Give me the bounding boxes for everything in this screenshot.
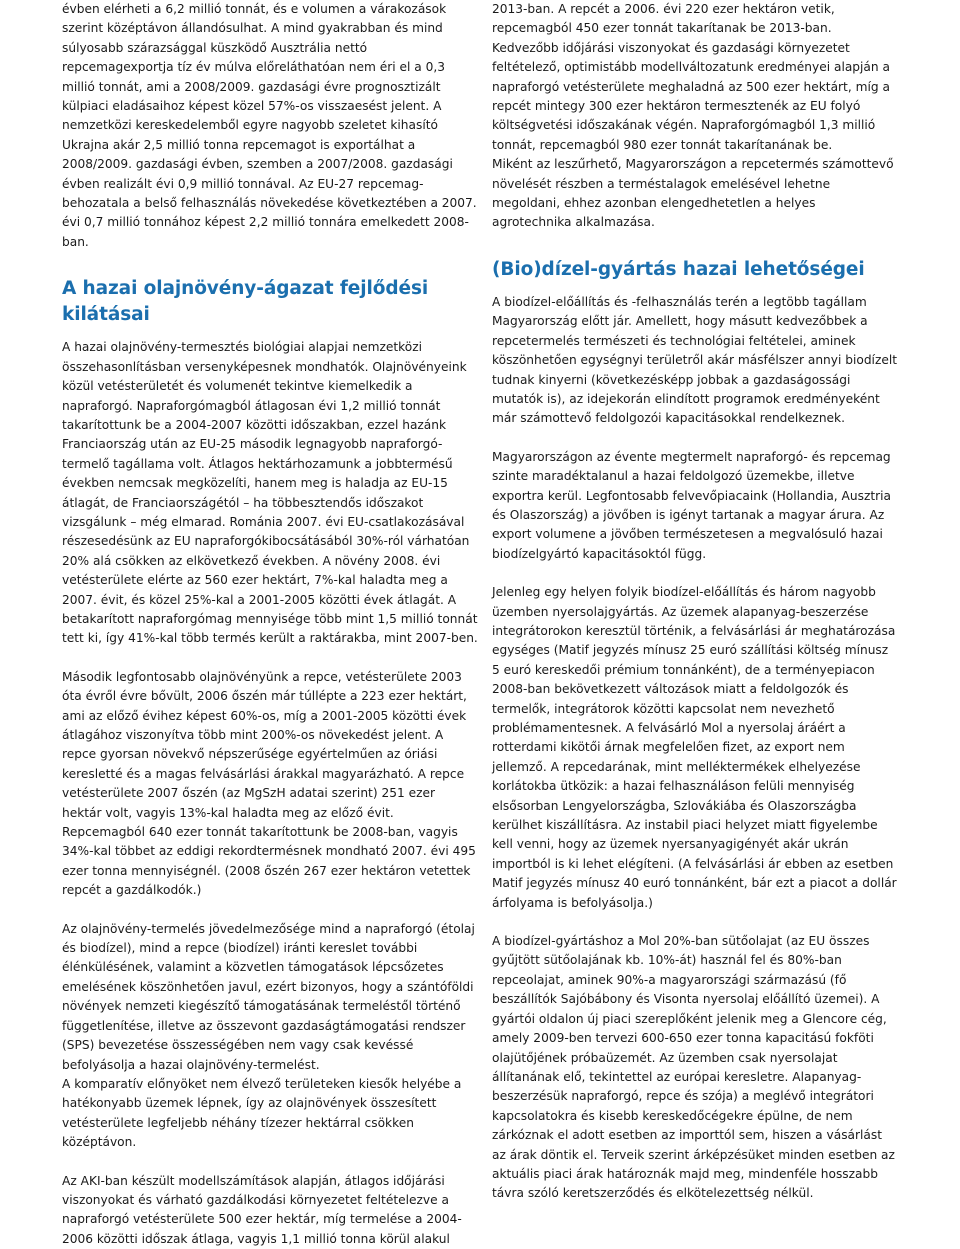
heading-biodizel-lehetosegei: (Bio)dízel-gyártás hazai lehetőségei (492, 258, 865, 280)
left-paragraph-4: A komparatív előnyöket nem élvező területeken kiesők helyébe a hatékonyabb üzemek lépnek, így az olajnövények összesített vetésterülete legfeljebb néhány tízezer hektárral csökken középtávon. (62, 1076, 462, 1150)
left-intro-paragraph: évben elérheti a 6,2 millió tonnát, és e volumen a várakozások szerint középtávon állandósulhat. A mind gyakrabban és mind súlyosabb szárazsággal küszködő Ausztrália nettó repcemagexportja tíz év múlva előreláthatóan nem éri el a 0,3 millió tonnát, ami a 2008/2009. gazdasági évre prognosztizált külpiaci eladásaihoz képest közel 57%-os visszaesést jelent. A nemzetközi kereskedelemből egyre nagyobb szeletet kihasító Ukrajna akár 2,5 millió tonna repcemagot is exportálhat a 2008/2009. gazdasági évben, szemben a 2007/2008. gazdasági évben realizált évi 0,9 millió tonnával. Az EU-27 repcemag-behozatala a belső felhasználás növekedése következtében a 2007. évi 0,7 millió tonnához képest 2,2 millió tonnára emelkedett 2008-ban. (62, 2, 477, 249)
right-paragraph-3: Jelenleg egy helyen folyik biodízel-előállítás és három nagyobb üzemben nyersolajgyártás. Az üzemek alapanyag-beszerzése integrátorokon keresztül történik, a felvásárlási ár meghatározása egységes (Matif jegyzés mínusz 25 euró szállítási költség mínusz 5 euró kereskedői prémium tonnánként), de a terményepiacon 2008-ban bekövetkezett változások miatt a feldolgozók és termelők, integrátorok közötti kapcsolat nem nevezhető problémamentesnek. A felvásárló Mol a nyersolaj áráért a rotterdami kikötői árnak megfelelően fizet, az export nem jellemző. A repcedarának, mint melléktermékek elhelyezése korlátokba ütközik: a hazai felhasználáson felüli mennyiség elsősorban Lengyelországba, Szlovákiába és Olaszországba kerülhet kiszállításra. Az instabil piaci helyzet miatt figyelembe kell venni, hogy az üzemek nyersanyagigényét akár ukrán importból is ki lehet elégíteni. (A felvásárlási ár ebben az esetben Matif jegyzés mínusz 40 euró tonnánként, bár ezt a piacot a dollár árfolyama is befolyásolja.) (492, 585, 897, 910)
right-intro-paragraph: 2013-ban. A repcét a 2006. évi 220 ezer hektáron vetik, repcemagból 450 ezer tonnát takarítanak be 2013-ban. Kedvezőbb időjárási viszonyokat és gazdasági környezetet feltételező, optimistább modellváltozatunk eredményei alapján a napraforgó vetésterülete meghaladná az 500 ezer hektárt, míg a repcét mintegy 300 ezer hektáron termesztenék az EU folyó költségvetési időszakának végén. Napraforgómagból 1,3 millió tonnát, repcemagból 980 ezer tonnát takarítanának be. (492, 2, 890, 152)
left-paragraph-3: Az olajnövény-termelés jövedelmezősége mind a napraforgó (étolaj és biodízel), mind a repce (biodízel) iránti kereslet további élénkülésének, valamint a közvetlen támogatások lépcsőzetes emelésének köszönhetően javul, ezért bizonyos, hogy a szántóföldi növények nemzeti kiegészítő támogatásának termeléstől történő függetlenítése, illetve az összevont gazdaságtámogatási rendszer (SPS) bevezetése összességében nem vagy csak kevéssé befolyásolja a hazai olajnövény-termelést. (62, 921, 475, 1072)
left-paragraph-5: Az AKI-ban készült modellszámítások alapján, átlagos időjárási viszonyokat és várható gazdálkodási környezetet feltételezve a napraforgó vetésterülete 500 ezer hektár, míg termelése a 2004-2006 közötti időszak átlaga, vagyis 1,1 millió tonna körül alakul (62, 1173, 462, 1246)
right-paragraph-4: A biodízel-gyártáshoz a Mol 20%-ban sütőolajat (az EU összes gyűjtött sütőolajának kb. 10%-át) használ fel és 80%-ban repceolajat, aminek 90%-a magyarországi származású (fő beszállítók Sajóbábony és Visonta nyersolaj előállító üzemei). A gyártói oldalon új piaci szereplőként jelenik meg a Glencore cég, amely 2009-ben tervezi 600-650 ezer tonna kapacitású fokföti olajütőjének próbaüzemét. Az üzemben csak nyersolajat állítanának elő, tekintettel az európai keresletre. Alapanyag-beszerzésük napraforgó, repce és szója) a meglévő integrátori kapcsolatokra és kisebb kereskedőcégekre épülne, de nem zárkóznak el adott esetben az importtól sem, hiszen a vásárlást az árak döntik el. Terveik szerint árképzésüket minden esetben az aktuális piaci árak határoznák majd meg, mindenféle hosszabb távra szóló keretszerződés és elkötelezettség nélkül. (492, 934, 895, 1201)
right-paragraph-1: A biodízel-előállítás és -felhasználás terén a legtöbb tagállam Magyarország előtt jár. Amellett, hogy másutt kedvezőbbek a repcetermelés természeti és technológiai feltételei, aminek köszönhetően egységnyi területről akár másfélszer annyi biodízelt tudnak kinyerni (következésképp jobbak a gazdaságossági mutatók is), az idejekorán elindított programok eredményeként már számottevő feldolgozói kapacitásokkal rendelkeznek. (492, 294, 898, 426)
left-column (62, 0, 478, 1249)
right-paragraph-2: Magyarországon az évente megtermelt napraforgó- és repcemag szinte maradéktalanul a hazai feldolgozó üzemekbe, illetve exportra kerül. Legfontosabb felvevőpiacaink (Hollandia, Ausztria és Olaszország) a jövőben is igényt tartanak a magyar árura. Az export volumene a jövőben természetesen a megvalósuló hazai biodízelgyártó kapacitásoktól függ. (492, 449, 891, 561)
right-column (492, 0, 897, 1204)
heading-olajnoveny-kilatasai: A hazai olajnövény-ágazat fejlődési kilátásai (62, 278, 429, 326)
left-paragraph-2: Második legfontosabb olajnövényünk a repce, vetésterülete 2003 óta évről évre bővült, 2006 őszén már túllépte a 223 ezer hektárt, ami az előző évihez képest 60%-os, míg a 2001-2005 közötti évek átlagához viszonyítva több mint 200%-os növekedést jelent. A repce gyorsan növekvő népszerűsége egyértelműen az óriási keresletté és a magas felvásárlási árakkal magyarázható. A repce vetésterülete 2007 őszén (az MgSzH adatai szerint) 251 ezer hektár volt, vagyis 13%-kal haladta meg az előző évit. Repcemagból 640 ezer tonnát takarítottunk be 2008-ban, vagyis 34%-kal többet az eddigi rekordtermésnek mondható 2007. évi 495 ezer tonna mennyiségnél. (2008 őszén 267 ezer hektáron vetettek repcét a gazdálkodók.) (62, 669, 476, 898)
left-paragraph-1: A hazai olajnövény-termesztés biológiai alapjai nemzetközi összehasonlításban versenyképesnek mondhatók. Olajnövényeink közül vetésterületét és volumenét tekintve kiemelkedik a napraforgó. Napraforgómagból átlagosan évi 1,2 millió tonnát takarítottunk be a 2004-2007 közötti időszakban, ezzel hazánk Franciaország után az EU-25 második legnagyobb napraforgó-termelő tagállama volt. Átlagos hektárhozamunk a jobbtermésű években nemcsak megközelíti, hanem meg is haladja az EU-15 átlagát, de Franciaországétól – ha többesztendős időszakot vizsgálunk – még elmarad. Románia 2007. évi EU-csatlakozásával részesedésünk az EU napraforgókibocsátásából 30%-ról várhatóan 20% alá csökken az elkövetkező években. A növény 2008. évi vetésterülete elérte az 560 ezer hektárt, 7%-kal haladta meg a 2007. évit, és közel 25%-kal a 2001-2005 közötti évek átlagát. A betakarított napraforgómag mennyisége több mint 1,5 millió tonnát tett ki, így 41%-kal több termés került a raktárakba, mint 2007-ben. (62, 340, 478, 646)
right-intro-paragraph-2: Miként az leszűrhető, Magyarországon a repcetermés számottevő növelését részben a terméstalagok emelésével lehetne megoldani, ehhez azonban elengedhetetlen a helyes agrotechnika alkalmazása. (492, 157, 894, 230)
